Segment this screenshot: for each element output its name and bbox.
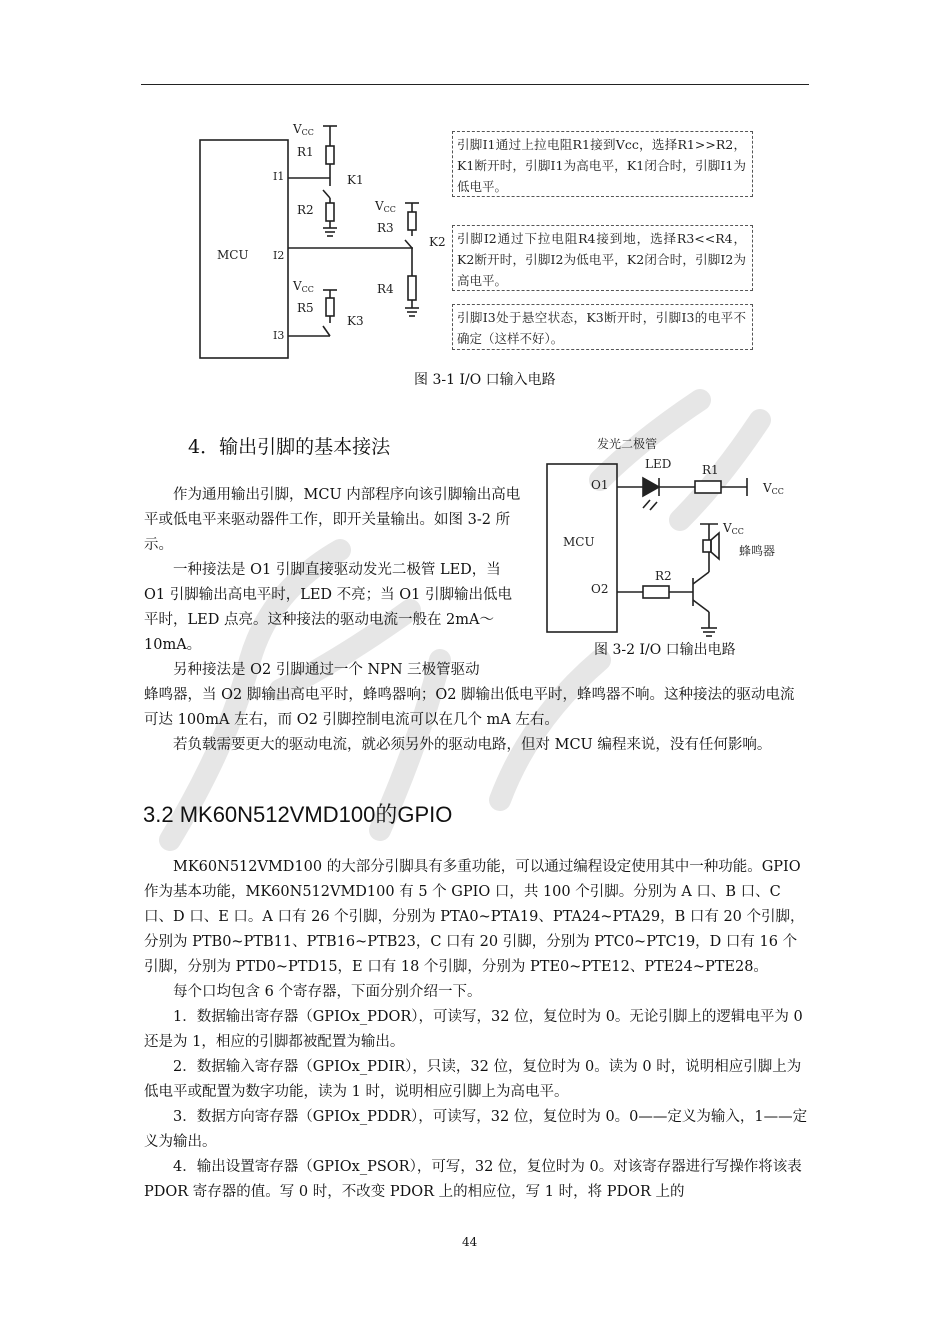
header-rule <box>141 84 809 85</box>
note-i3: 引脚I3处于悬空状态，K3断开时，引脚I3的电平不确定（这样不好）。 <box>452 304 753 350</box>
figure-3-2-caption: 图 3-2 I/O 口输出电路 <box>594 642 736 658</box>
led-icon <box>643 478 659 496</box>
pin-i2-label: I2 <box>273 249 285 262</box>
r5-label: R5 <box>297 301 314 315</box>
paragraph: 2．数据输入寄存器（GPIOx_PDIR），只读，32 位，复位时为 0。读为 0 时，说明相应引脚上为低电平或配置为数字功能，读为 1 时，说明相应引脚上为高电平。 <box>144 1059 802 1100</box>
mcu-label: MCU <box>563 535 595 549</box>
paragraph: 4．输出设置寄存器（GPIOx_PSOR），可写，32 位，复位时为 0。对该寄存器进行写操作将该表 PDOR 寄存器的值。写 0 时，不改变 PDOR 上的相应位，写 1 时，将 PDOR 上的 <box>144 1159 802 1200</box>
vcc-label: VCC <box>293 122 314 137</box>
section-4-wide-text <box>144 683 809 758</box>
resistor-r2 <box>326 203 334 221</box>
paragraph: 作为通用输出引脚，MCU 内部程序向该引脚输出高电平或低电平来驱动器件工作，即开关量输出。如图 3-2 所示。 <box>144 487 521 553</box>
r2-label: R2 <box>655 569 672 583</box>
r1-label: R1 <box>297 145 314 159</box>
section-4-heading: 4．输出引脚的基本接法 <box>188 436 391 458</box>
figure-3-2-output-circuit <box>545 432 795 637</box>
vcc-label: VCC <box>723 521 744 536</box>
paragraph: 蜂鸣器，当 O2 脚输出高电平时，蜂鸣器响；O2 脚输出低电平时，蜂鸣器不响。这种接法的驱动电流可达 100mA 左右，而 O2 引脚控制电流可以在几个 mA 左右。 <box>144 687 795 728</box>
resistor-r5 <box>326 298 334 316</box>
led-title: 发光二极管 <box>597 437 658 451</box>
resistor-r2 <box>643 586 669 598</box>
paragraph: 每个口均包含 6 个寄存器，下面分别介绍一下。 <box>173 984 482 1000</box>
note-i2: 引脚I2通过下拉电阻R4接到地，选择R3<<R4，K2断开时，引脚I2为低电平，K2闭合时，引脚I2为高电平。 <box>452 225 753 291</box>
r4-label: R4 <box>377 282 394 296</box>
vcc-label: VCC <box>375 199 396 214</box>
pin-i3-label: I3 <box>273 329 285 342</box>
resistor-r1 <box>326 146 334 164</box>
page-number: 44 <box>462 1235 478 1249</box>
vcc-label: VCC <box>763 481 784 496</box>
paragraph: 1．数据输出寄存器（GPIOx_PDOR），可读写，32 位，复位时为 0。无论引脚上的逻辑电平为 0 还是为 1，相应的引脚都被配置为输出。 <box>144 1009 803 1050</box>
paragraph: 另种接法是 O2 引脚通过一个 NPN 三极管驱动 <box>173 662 480 678</box>
o1-label: O1 <box>591 478 609 492</box>
paragraph: 3．数据方向寄存器（GPIOx_PDDR），可读写，32 位，复位时为 0。0——定义为输入，1——定义为输出。 <box>144 1109 808 1150</box>
buzzer-icon <box>703 540 711 552</box>
resistor-r3 <box>408 212 416 230</box>
k1-label: K1 <box>347 173 364 187</box>
paragraph: MK60N512VMD100 的大部分引脚具有多重功能，可以通过编程设定使用其中一种功能。GPIO 作为基本功能，MK60N512VMD100 有 5 个 GPIO 口，共 100 个引脚。分别为 A 口、B 口、C 口、D 口、E 口。A 口有 26 个引脚，分别为 PTA0~PTA19、PTA24~PTA29，B 口有 20 个引脚，分别为 PTB0~PTB11、PTB16~PTB23，C 口有 20 引脚，分别为 PTC0~PTC19，D 口有 16 个引脚，分别为 PTD0~PTD15，E 口有 18 个引脚，分别为 PTE0~PTE12、PTE24~PTE28。 <box>144 859 805 975</box>
resistor-r4 <box>408 276 416 300</box>
figure-3-1-caption: 图 3-1 I/O 口输入电路 <box>414 372 556 388</box>
resistor-r1 <box>695 481 721 493</box>
o2-label: O2 <box>591 582 609 596</box>
mcu-label: MCU <box>217 248 249 262</box>
section-3-2-heading: 3.2 MK60N512VMD100的GPIO <box>143 802 453 827</box>
note-i1: 引脚I1通过上拉电阻R1接到Vcc，选择R1>>R2，K1断开时，引脚I1为高电平，K1闭合时，引脚I1为低电平。 <box>452 131 753 197</box>
buzzer-label: 蜂鸣器 <box>739 544 776 558</box>
k2-label: K2 <box>429 235 446 249</box>
vcc-label: VCC <box>293 279 314 294</box>
led-label: LED <box>645 457 672 471</box>
r3-label: R3 <box>377 221 394 235</box>
r1-label: R1 <box>702 463 719 477</box>
r2-label: R2 <box>297 203 314 217</box>
pin-i1-label: I1 <box>273 170 285 183</box>
section-4-narrow-text <box>144 483 522 683</box>
paragraph: 一种接法是 O1 引脚直接驱动发光二极管 LED，当 O1 引脚输出高电平时，LED 不亮；当 O1 引脚输出低电平时，LED 点亮。这种接法的驱动电流一般在 2mA～10mA。 <box>144 562 512 653</box>
k3-label: K3 <box>347 314 364 328</box>
section-3-2-text <box>144 855 809 1205</box>
paragraph: 若负载需要更大的驱动电流，就必须另外的驱动电路，但对 MCU 编程来说，没有任何影响。 <box>173 737 772 753</box>
